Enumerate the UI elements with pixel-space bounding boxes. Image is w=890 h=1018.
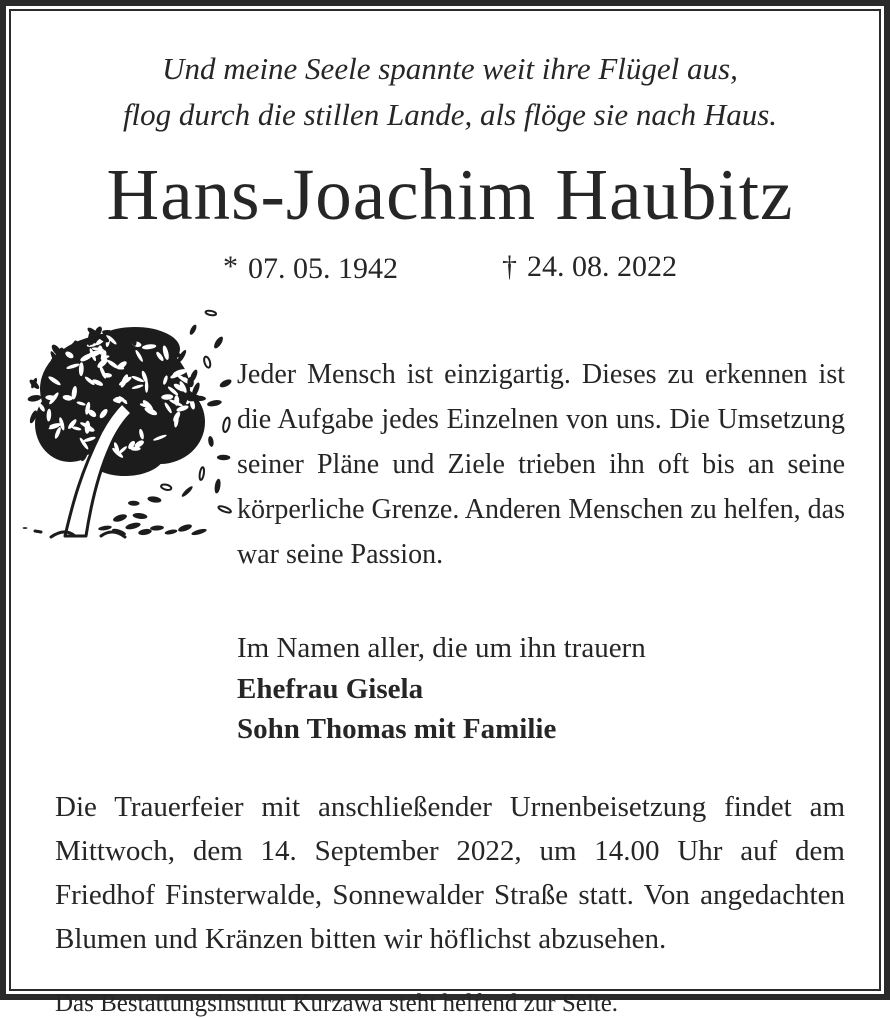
tree-illustration-box [15,304,233,547]
mourners-intro: Im Namen aller, die um ihn trauern [237,631,646,664]
memorial-quote [55,46,845,138]
mourners-block [237,627,845,749]
birth-star-icon: * [223,249,238,283]
deceased-name: Hans-Joachim Haubitz [106,154,794,235]
death-date [502,250,677,286]
obituary-paragraph: Jeder Mensch ist einzigartig. Dieses zu erkennen ist die Aufgabe jedes Einzelnen von uns. Die Umsetzung seiner Pläne und Ziele trieben ihn oft bis an seine körperliche Grenze. Anderen Menschen zu helfen, das war seine Passion. [237,358,845,570]
quote-line-1: Und meine Seele spannte weit ihre Flügel aus, [162,51,738,86]
death-date-value: 24. 08. 2022 [527,249,677,283]
mourner-wife: Ehefrau Gisela [237,672,424,705]
funeral-information: Die Trauerfeier mit anschließender Urnenbeisetzung findet am Mittwoch, dem 14. September 2022, um 14.00 Uhr auf dem Friedhof Finsterwalde, Sonnewalder Straße statt. Von angedachten Blumen und Kränzen bitten wir höflichst abzusehen. [55,790,845,955]
funeral-home-note: Das Bestattungsinstitut Kurzawa steht helfend zur Seite. [55,989,619,1017]
mourner-son: Sohn Thomas mit Familie [237,712,557,745]
birth-date-value: 07. 05. 1942 [248,251,398,285]
life-dates [55,250,845,286]
birth-date [223,250,398,286]
death-cross-icon: † [502,249,517,283]
obituary-body [15,304,845,605]
quote-line-2: flog durch die stillen Lande, als flöge sie nach Haus. [122,97,778,132]
windswept-tree-icon [15,304,233,542]
